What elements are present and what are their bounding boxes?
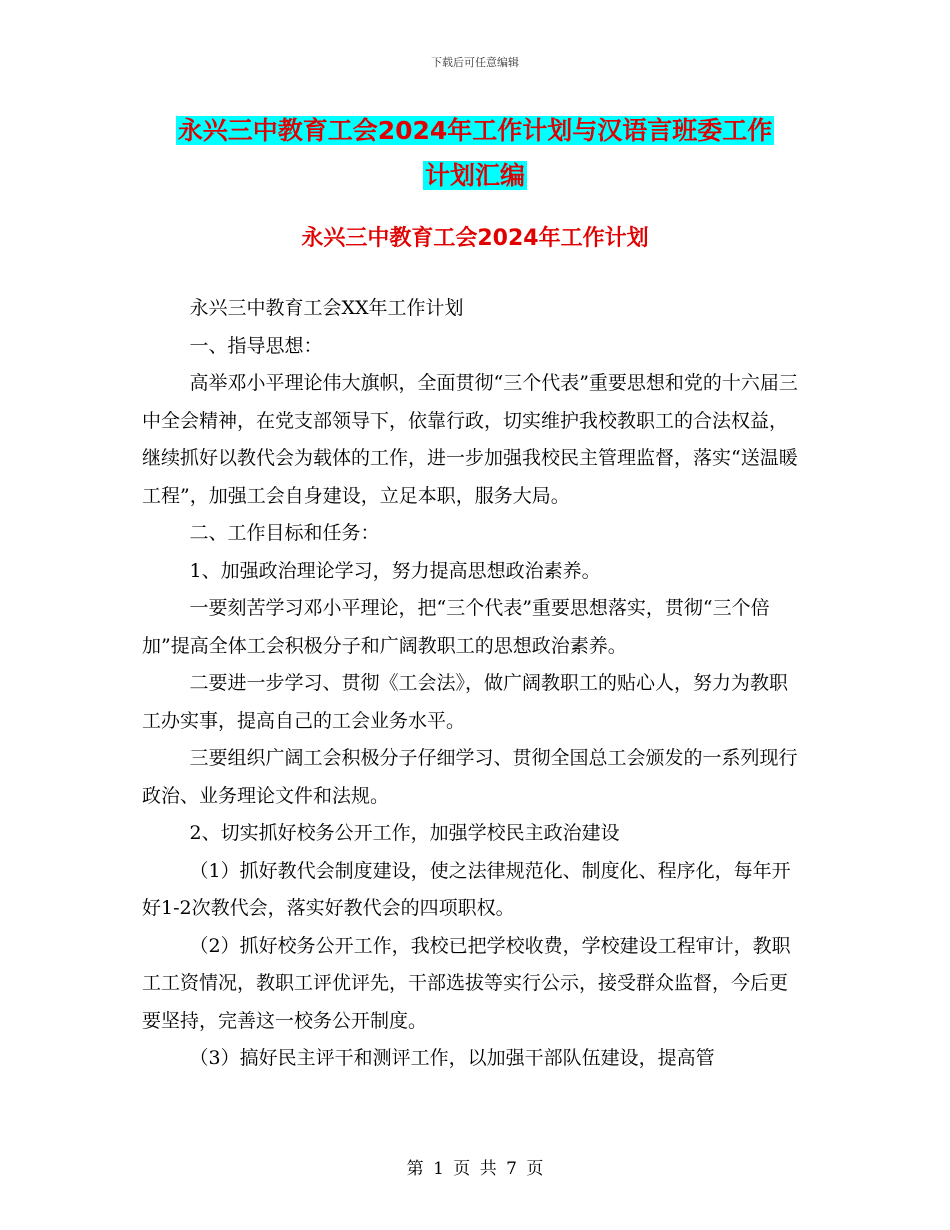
paragraph-guiding-thought: 高举邓小平理论伟大旗帜，全面贯彻“三个代表”重要思想和党的十六届三中全会精神，在党支部领导下，依靠行政，切实维护我校教职工的合法权益，继续抓好以教代会为载体的工作，进一步加强我校民主管理监督，落实“送温暖工程”，加强工会自身建设，立足本职，服务大局。 xyxy=(142,372,798,507)
document-title-line-1: 永兴三中教育工会2024年工作计划与汉语言班委工作 xyxy=(177,116,773,145)
paragraph-item-2-3: （3）搞好民主评干和测评工作，以加强干部队伍建设，提高管 xyxy=(189,1047,715,1069)
paragraph-item-1a: 一要刻苦学习邓小平理论，把“三个代表”重要思想落实，贯彻“三个倍加”提高全体工会积极分子和广阔教职工的思想政治素养。 xyxy=(142,597,770,657)
document-body xyxy=(142,290,802,1078)
paragraph-plan-heading: 永兴三中教育工会XX年工作计划 xyxy=(189,297,464,319)
page-footer: 第 1 页 共 7 页 xyxy=(406,1159,544,1179)
paragraph-item-2-1: （1）抓好教代会制度建设，使之法律规范化、制度化、程序化，每年开好1-2次教代会，落实好教代会的四项职权。 xyxy=(142,859,791,919)
paragraph-item-1b: 二要进一步学习、贯彻《工会法》，做广阔教职工的贴心人，努力为教职工办实事，提高自己的工会业务水平。 xyxy=(142,672,789,732)
paragraph-item-2-2: （2）抓好校务公开工作，我校已把学校收费，学校建设工程审计，教职工工资情况，教职工评优评先，干部选拔等实行公示，接受群众监督，今后更要坚持，完善这一校务公开制度。 xyxy=(142,934,791,1032)
page-header-note: 下载后可任意编辑 xyxy=(431,56,519,69)
section-title: 永兴三中教育工会2024年工作计划 xyxy=(301,226,649,251)
paragraph-item-2: 2、切实抓好校务公开工作，加强学校民主政治建设 xyxy=(189,822,620,844)
paragraph-item-1c: 三要组织广阔工会积极分子仔细学习、贯彻全国总工会颁发的一系列现行政治、业务理论文件和法规。 xyxy=(142,747,798,807)
paragraph-heading-goals: 二、工作目标和任务： xyxy=(189,522,380,544)
document-title-line-2: 计划汇编 xyxy=(424,161,525,190)
paragraph-item-1: 1、加强政治理论学习，努力提高思想政治素养。 xyxy=(189,559,601,582)
paragraph-heading-guiding-thought: 一、指导思想： xyxy=(189,334,323,357)
document-title xyxy=(0,108,950,198)
